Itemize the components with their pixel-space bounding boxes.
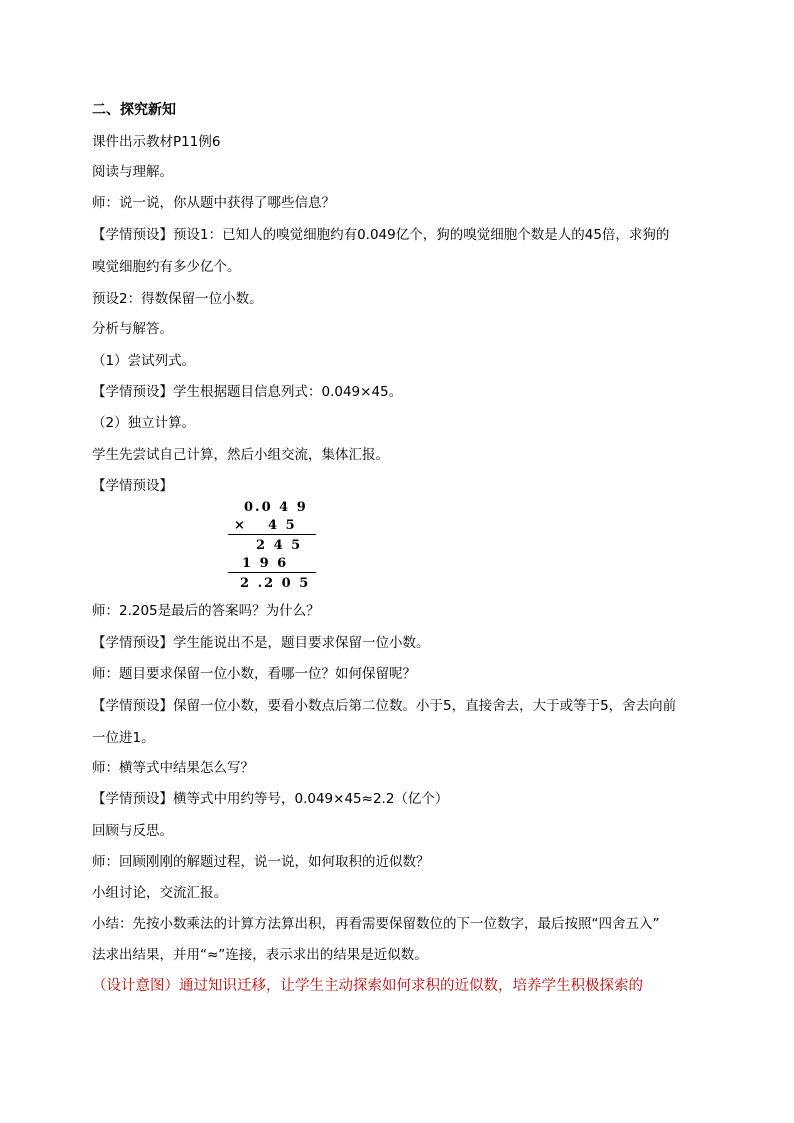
product-result: 2 .2 0 5	[240, 576, 311, 591]
calc-rule	[228, 534, 316, 535]
text-line: （2）独立计算。	[92, 415, 196, 431]
text-line: 法求出结果，并用“≈”连接，表示求出的结果是近似数。	[92, 947, 428, 963]
text-line: 分析与解答。	[92, 321, 173, 337]
text-line: 一位进1。	[92, 730, 155, 746]
text-line: 师：题目要求保留一位小数，看哪一位？如何保留呢？	[92, 666, 416, 682]
text-line: 小组讨论，交流汇报。	[92, 885, 227, 901]
text-line: 师：横等式中结果怎么写？	[92, 760, 254, 776]
text-line: 师：回顾刚刚的解题过程，说一说，如何取积的近似数？	[92, 854, 430, 870]
text-line: 【学情预设】学生能说出不是，题目要求保留一位小数。	[92, 635, 430, 651]
text-line: 预设2：得数保留一位小数。	[92, 291, 263, 307]
text-line: 学生先尝试自己计算，然后小组交流，集体汇报。	[92, 447, 389, 463]
text-line: 回顾与反思。	[92, 823, 173, 839]
text-line: 课件出示教材P11例6	[92, 134, 221, 150]
partial-product-2: 1 9 6	[242, 556, 289, 571]
text-line: 【学情预设】预设1：已知人的嗅觉细胞约有0.049亿个，狗的嗅觉细胞个数是人的45倍，求狗的	[92, 227, 670, 243]
multiplier-sign: ×	[234, 518, 247, 533]
text-line: 【学情预设】保留一位小数，要看小数点后第二位数。小于5，直接舍去，大于或等于5，舍去向前	[92, 698, 677, 714]
text-line: 师：说一说，你从题中获得了哪些信息？	[92, 195, 335, 211]
section-heading: 二、探究新知	[92, 102, 176, 118]
text-line: 师：2.205是最后的答案吗？为什么？	[92, 603, 320, 619]
text-line: 【学情预设】横等式中用约等号，0.049×45≈2.2（亿个）	[92, 791, 449, 807]
text-line: 阅读与理解。	[92, 164, 173, 180]
text-line: （1）尝试列式。	[92, 353, 196, 369]
partial-product-1: 2 4 5	[256, 538, 303, 553]
design-intent: （设计意图）通过知识迁移，让学生主动探索如何求积的近似数，培养学生积极探索的	[92, 978, 643, 994]
text-line: 小结：先按小数乘法的计算方法算出积，再看需要保留数位的下一位数字，最后按照“四舍五入”	[92, 916, 660, 932]
multiplier: 4 5	[268, 518, 297, 533]
text-line: 【学情预设】学生根据题目信息列式：0.049×45。	[92, 384, 403, 400]
calc-rule	[228, 572, 316, 573]
multiplicand: 0.0 4 9	[244, 500, 308, 515]
vertical-multiplication	[224, 498, 324, 593]
text-line: 【学情预设】	[92, 478, 173, 494]
text-line: 嗅觉细胞约有多少亿个。	[92, 259, 241, 275]
